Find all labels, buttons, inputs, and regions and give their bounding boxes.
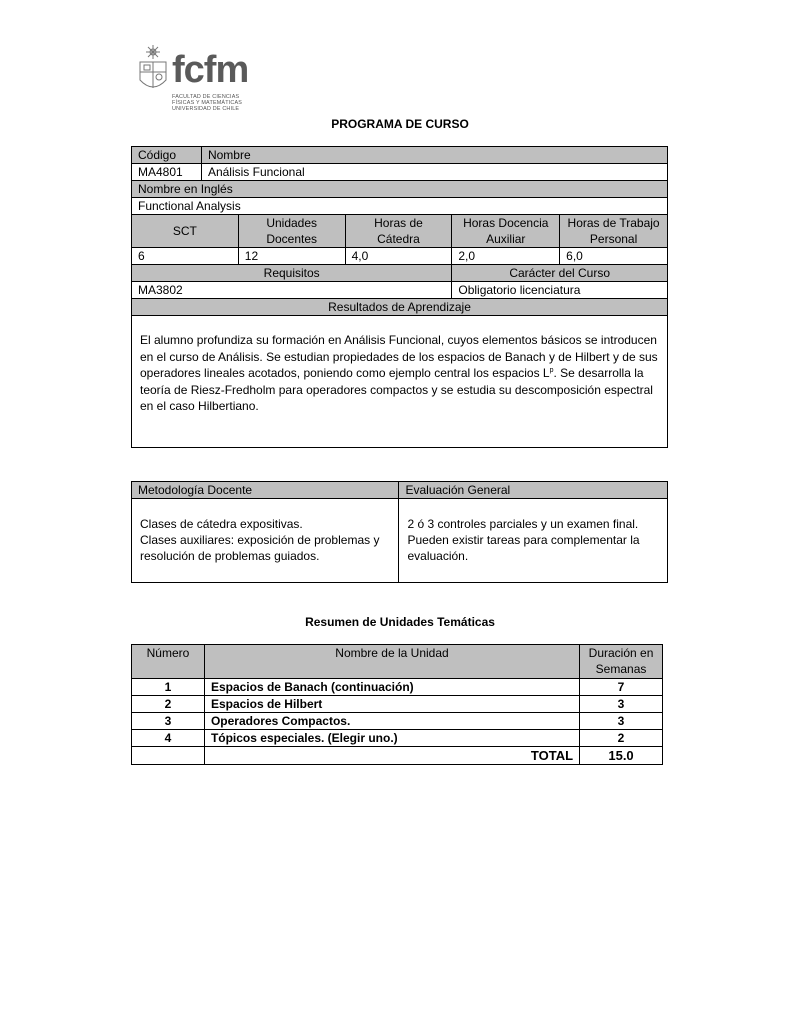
methodology-text: Clases de cátedra expositivas. Clases auxiliares: exposición de problemas y resolución de problemas guiados.	[140, 517, 380, 563]
total-value: 15.0	[580, 747, 663, 765]
results-superscript: p	[549, 367, 554, 374]
character-value: Obligatorio licenciatura	[452, 282, 668, 299]
summary-title: Resumen de Unidades Temáticas	[305, 615, 495, 629]
university-seal-icon	[136, 44, 170, 96]
character-label: Carácter del Curso	[452, 265, 668, 282]
english-name: Functional Analysis	[132, 198, 668, 215]
table-row: 4 Tópicos especiales. (Elegir uno.) 2	[132, 730, 663, 747]
results-cell	[132, 316, 668, 448]
course-info-table	[131, 146, 668, 448]
methodology-table	[131, 481, 668, 583]
units-summary-table	[131, 644, 663, 765]
hda-value: 2,0	[452, 248, 560, 265]
course-name: Análisis Funcional	[201, 164, 667, 181]
name-label: Nombre	[201, 147, 667, 164]
evaluation-cell	[399, 499, 668, 583]
evaluation-text: 2 ó 3 controles parciales y un examen final. Pueden existir tareas para complementar la evaluación.	[407, 517, 640, 563]
hda-label: Horas Docencia Auxiliar	[452, 215, 560, 248]
english-name-label: Nombre en Inglés	[132, 181, 668, 198]
col-duration-header: Duración en Semanas	[580, 645, 663, 679]
sct-label: SCT	[132, 215, 239, 248]
table-row: 2 Espacios de Hilbert 3	[132, 696, 663, 713]
htp-value: 6,0	[560, 248, 668, 265]
ud-value: 12	[238, 248, 345, 265]
table-row: 1 Espacios de Banach (continuación) 7	[132, 679, 663, 696]
course-code: MA4801	[132, 164, 202, 181]
methodology-label: Metodología Docente	[132, 482, 399, 499]
logo-subtitle: FACULTAD DE CIENCIAS FÍSICAS Y MATEMÁTICAS UNIVERSIDAD DE CHILE	[172, 94, 243, 112]
methodology-cell	[132, 499, 399, 583]
sct-value: 6	[132, 248, 239, 265]
fcfm-logo	[136, 42, 256, 120]
evaluation-label: Evaluación General	[399, 482, 668, 499]
results-label: Resultados de Aprendizaje	[132, 299, 668, 316]
table-row: 3 Operadores Compactos. 3	[132, 713, 663, 730]
total-label: TOTAL	[204, 747, 579, 765]
hc-value: 4,0	[345, 248, 452, 265]
code-label: Código	[132, 147, 202, 164]
results-text: El alumno profundiza su formación en Análisis Funcional, cuyos elementos básicos se introducen en el curso de Análisis. Se estudian propiedades de los espacios de Banach y de Hilbert y de sus operadores lineales acotados, poniendo como ejemplo central los espacios $L^p$. Se desarrolla la teoría de Riesz-Fredholm para operadores compactos y se estudia su descomposición espectral en el caso Hilbertiano.	[140, 333, 658, 413]
requirements-value: MA3802	[132, 282, 452, 299]
col-number-header: Número	[132, 645, 205, 679]
htp-label: Horas de Trabajo Personal	[560, 215, 668, 248]
ud-label: Unidades Docentes	[238, 215, 345, 248]
requirements-label: Requisitos	[132, 265, 452, 282]
page-title: PROGRAMA DE CURSO	[331, 117, 469, 131]
logo-brand: fcfm	[172, 49, 249, 91]
col-name-header: Nombre de la Unidad	[204, 645, 579, 679]
hc-label: Horas de Cátedra	[345, 215, 452, 248]
